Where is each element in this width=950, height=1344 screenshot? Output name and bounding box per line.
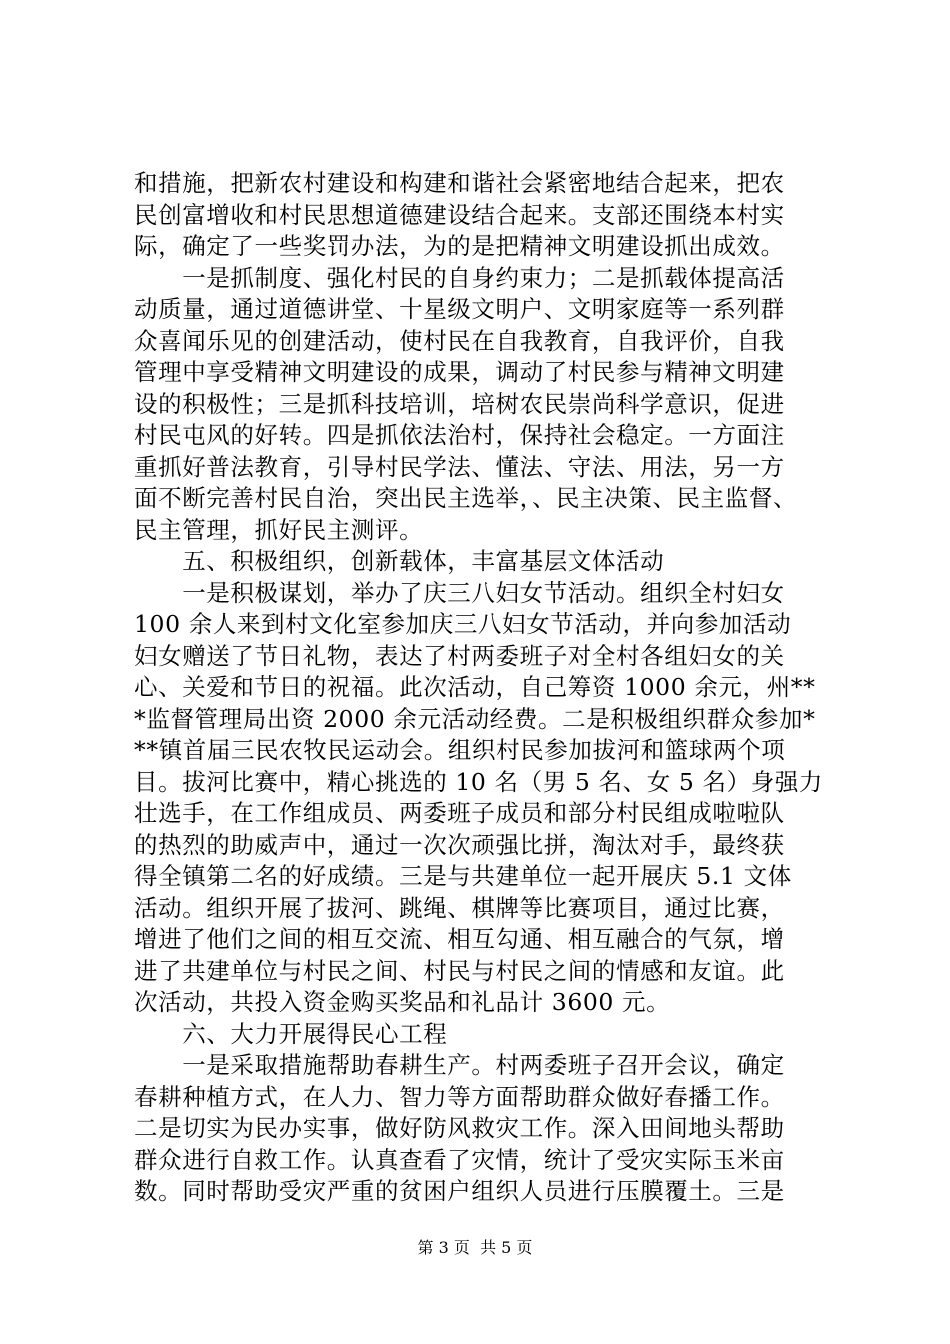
text-line: 管理中享受精神文明建设的成果，调动了村民参与精神文明建	[134, 358, 785, 386]
text-line: 进了共建单位与村民之间、村民与村民之间的情感和友谊。此	[134, 956, 785, 985]
text-line: 一是抓制度、强化村民的自身约束力；二是抓载体提高活	[134, 263, 785, 292]
page-footer	[0, 1238, 950, 1258]
text-line: 众喜闻乐见的创建活动，使村民在自我教育，自我评价，自我	[134, 326, 785, 355]
text-line: 民主管理，抓好民主测评。	[134, 515, 424, 544]
text-line: 群众进行自救工作。认真查看了灾情，统计了受灾实际玉米亩	[134, 1145, 785, 1174]
text-line: 妇女赠送了节日礼物，表达了村两委班子对全村各组妇女的关	[134, 641, 785, 670]
page-number-label: 第 3 页 共 5 页	[417, 1238, 533, 1257]
text-line: 数。同时帮助受灾严重的贫困户组织人员进行压膜覆土。三是	[134, 1177, 785, 1205]
text-line: 一是采取措施帮助春耕生产。村两委班子召开会议，确定	[134, 1051, 785, 1079]
document-body	[134, 168, 834, 1208]
text-line: 际，确定了一些奖罚办法，为的是把精神文明建设抓出成效。	[134, 232, 785, 260]
text-line: 二是切实为民办实事，做好防风救灾工作。深入田间地头帮助	[134, 1114, 785, 1142]
text-line: 活动。组织开展了拔河、跳绳、棋牌等比赛项目，通过比赛，	[134, 893, 785, 922]
text-line: 得全镇第二名的好成绩。三是与共建单位一起开展庆 5.1 文体	[134, 862, 792, 890]
text-line: *监督管理局出资 2000 余元活动经费。二是积极组织群众参加*	[134, 704, 816, 733]
text-line: 次活动，共投入资金购买奖品和礼品计 3600 元。	[134, 988, 671, 1016]
text-line: 重抓好普法教育，引导村民学法、懂法、守法、用法，另一方	[134, 452, 785, 481]
text-line: 心、关爱和节日的祝福。此次活动，自己筹资 1000 余元，州**	[134, 673, 816, 701]
text-line: 面不断完善村民自治，突出民主选举，、民主决策、民主监督、	[134, 484, 798, 512]
text-line: 民创富增收和村民思想道德建设结合起来。支部还围绕本村实	[134, 200, 785, 229]
text-line: 目。拔河比赛中，精心挑选的 10 名（男 5 名、女 5 名）身强力	[134, 767, 824, 796]
text-line: 六、大力开展得民心工程	[134, 1019, 448, 1048]
text-line: 一是积极谋划，举办了庆三八妇女节活动。组织全村妇女	[134, 578, 785, 607]
text-line: 设的积极性；三是抓科技培训，培树农民崇尚科学意识，促进	[134, 389, 785, 418]
text-line: 和措施，把新农村建设和构建和谐社会紧密地结合起来，把农	[134, 169, 785, 197]
text-line: 春耕种植方式，在人力、智力等方面帮助群众做好春播工作。	[134, 1082, 785, 1111]
text-line: 100 余人来到村文化室参加庆三八妇女节活动，并向参加活动	[134, 610, 792, 638]
text-line: 壮选手，在工作组成员、两委班子成员和部分村民组成啦啦队	[134, 799, 785, 827]
text-line: 村民屯风的好转。四是抓依法治村，保持社会稳定。一方面注	[134, 421, 785, 449]
text-line: **镇首届三民农牧民运动会。组织村民参加拔河和篮球两个项	[134, 736, 786, 764]
text-line: 五、积极组织，创新载体，丰富基层文体活动	[134, 547, 665, 575]
text-line: 的热烈的助威声中，通过一次次顽强比拼，淘汰对手，最终获	[134, 830, 785, 859]
text-line: 动质量，通过道德讲堂、十星级文明户、文明家庭等一系列群	[134, 295, 785, 323]
text-line: 增进了他们之间的相互交流、相互勾通、相互融合的气氛，增	[134, 925, 785, 953]
